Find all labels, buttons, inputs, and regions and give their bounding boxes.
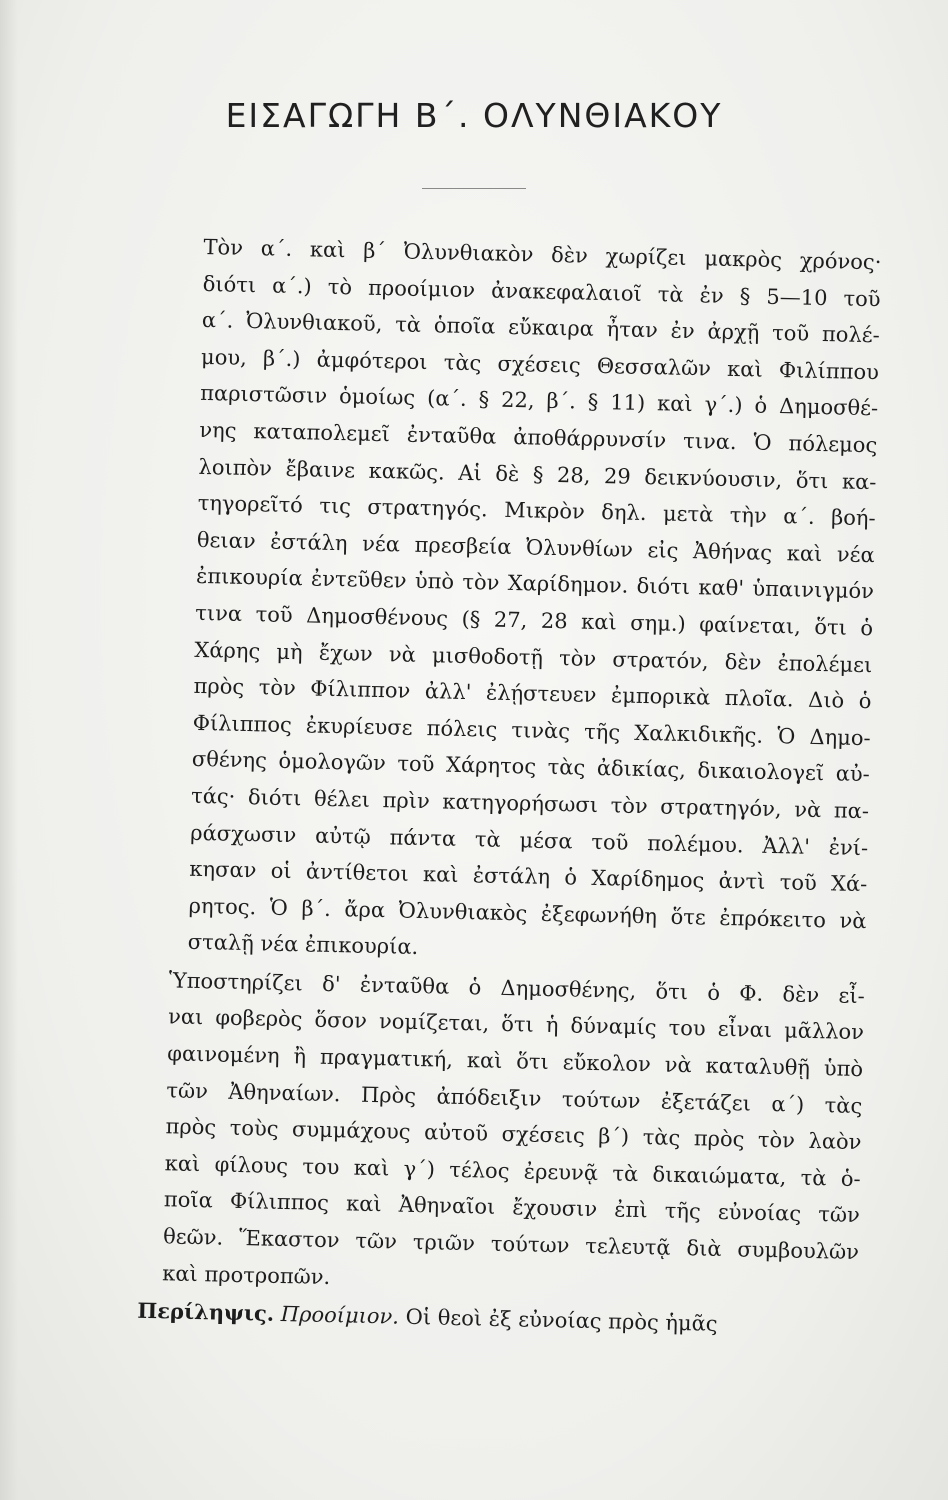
text-line: λοιπὸν ἔβαινε κακῶς. Αἱ δὲ § 28, 29 δεικνύουσιν, ὅτι κα- [198,454,877,494]
text-line: σθένης ὁμολογῶν τοῦ Χάρητος τὰς ἀδικίας, δικαιολογεῖ αὐ- [191,747,871,787]
text-line: ποῖα Φίλιππος καὶ Ἀθηναῖοι ἔχουσιν ἐπὶ τῆς εὐνοίας τῶν [163,1187,861,1228]
paragraph-2 [138,962,865,1308]
text-line: θειαν ἐστάλη νέα πρεσβεία Ὀλυνθίων εἰς Ἀθήνας καὶ νέα [196,527,876,568]
text-line: ναι φοβερὸς ὅσον νομίζεται, ὅτι ἡ δύναμίς του εἶναι μᾶλλον [167,1004,865,1045]
text-line: καὶ φίλους του καὶ γ΄) τέλος ἐρευνᾷ τὰ δικαιώματα, τὰ ὁ- [164,1151,861,1191]
text-line: καὶ προτροπῶν. [162,1260,331,1289]
text-line: νης καταπολεμεῖ ἐνταῦθα ἀποθάρρυνσίν τινα. Ὁ πόλεμος [199,417,878,458]
text-line: α΄. Ὀλυνθιακοῦ, τὰ ὁποῖα εὔκαιρα ἦταν ἐν ἀρχῇ τοῦ πολέ- [201,308,881,348]
text-line: κησαν οἱ ἀντίθετοι καὶ ἐστάλη ὁ Χαρίδημος ἀντὶ τοῦ Χά- [189,856,868,897]
text-line: σταλῇ νέα ἐπικουρία. [187,930,419,960]
summary-subheading: Προοίμιον. [280,1302,400,1329]
text-line: διότι α΄.) τὸ προοίμιον ἀνακεφαλαιοῖ τὰ ἐν § 5—10 τοῦ [202,271,881,311]
text-line: θεῶν. Ἕκαστον τῶν τριῶν τούτων τελευτᾷ διὰ συμβουλῶν [162,1224,860,1265]
paragraph-1 [145,228,881,976]
text-line: Τὸν α΄. καὶ β΄ Ὀλυνθιακὸν δὲν χωρίζει μακρὸς χρόνος· [203,234,882,275]
text-line: μου, β΄.) ἀμφότεροι τὰς σχέσεις Θεσσαλῶν καὶ Φιλίππου [200,344,880,385]
text-line: ἐπικουρία ἐντεῦθεν ὑπὸ τὸν Χαρίδημον. διότι καθ' ὑπαινιγμόν [195,564,875,604]
text-line: πρὸς τοὺς συμμάχους αὐτοῦ σχέσεις β΄) τὰς πρὸς τὸν λαὸν [165,1114,862,1155]
text-line: ράσχωσιν αὐτῷ πάντα τὰ μέσα τοῦ πολέμου. Ἀλλ' ἐνί- [190,820,869,860]
text-line: τάς· διότι θέλει πρὶν κατηγορήσωσι τὸν στρατηγόν, νὰ πα- [190,783,870,824]
text-line: πρὸς τὸν Φίλιππον ἀλλ' ἐλῄστευεν ἐμπορικὰ πλοῖα. Διὸ ὁ [193,673,872,714]
body-text [137,228,882,1346]
page-title: ΕΙΣΑΓΩΓΗ Β΄. ΟΛΥΝΘΙΑΚΟΥ [225,96,723,135]
text-line: παριστῶσιν ὁμοίως (α΄. § 22, β΄. § 11) καὶ γ΄.) ὁ Δημοσθέ- [199,381,879,421]
text-line: Ὑποστηρίζει δ' ἐνταῦθα ὁ Δημοσθένης, ὅτι ὁ Φ. δὲν εἶ- [168,968,866,1009]
text-line: τῶν Ἀθηναίων. Πρὸς ἀπόδειξιν τούτων ἐξετάζει α΄) τὰς [166,1077,863,1118]
text-line: τινα τοῦ Δημοσθένους (§ 27, 28 καὶ σημ.) φαίνεται, ὅτι ὁ [195,600,874,641]
text-line: Φίλιππος ἐκυρίευσε πόλεις τινὰς τῆς Χαλκιδικῆς. Ὁ Δημο- [192,710,871,750]
text-line: τηγορεῖτό τις στρατηγός. Μικρὸν δηλ. μετὰ τὴν α΄. βοή- [197,491,876,531]
page-binding-shadow [0,0,18,1500]
text-line: ρητος. Ὁ β΄. ἄρα Ὀλυνθιακὸς ἐξεφωνήθη ὅτε ἐπρόκειτο νὰ [188,893,867,933]
text-line: Χάρης μὴ ἔχων νὰ μισθοδοτῇ τὸν στρατόν, δὲν ἐπολέμει [194,637,873,677]
summary-text: Οἱ θεοὶ ἐξ εὐνοίας πρὸς ἡμᾶς [405,1305,718,1337]
title-divider [422,188,526,189]
summary-heading: Περίληψις. [137,1297,275,1327]
text-line: φαινομένη ἢ πραγματική, καὶ ὅτι εὔκολον νὰ καταλυθῇ ὑπὸ [167,1041,864,1082]
